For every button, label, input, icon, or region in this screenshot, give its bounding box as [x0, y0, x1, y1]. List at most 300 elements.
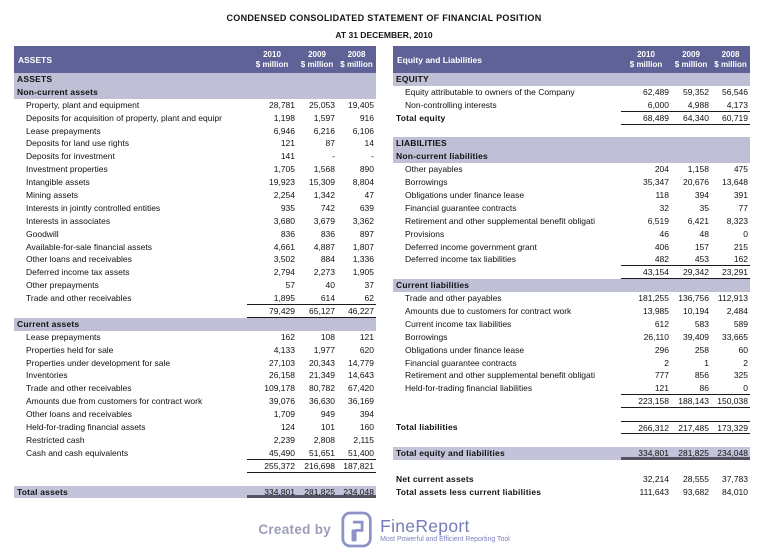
item-row — [393, 318, 750, 331]
value-cell: 136,756 — [678, 293, 709, 304]
value-cell: 281,825 — [304, 486, 335, 497]
unit-label: $ million — [674, 59, 708, 69]
item-row — [14, 434, 376, 447]
item-row — [14, 344, 376, 357]
row-values — [621, 369, 750, 382]
row-values — [621, 241, 750, 254]
value-cell: - — [332, 151, 335, 162]
row-label: Total equity and liabilities — [396, 447, 505, 458]
item-row — [393, 331, 750, 344]
item-row — [14, 331, 376, 344]
row-label: Current assets — [17, 318, 80, 329]
value-cell: 897 — [359, 228, 374, 239]
table-header — [14, 46, 376, 73]
value-cell: 160 — [359, 422, 374, 433]
value-cell: 46,227 — [348, 306, 374, 317]
blank-row — [393, 408, 750, 421]
footer — [0, 511, 768, 548]
item-row — [14, 150, 376, 163]
subtotal-row — [14, 460, 376, 473]
value-cell: 15,309 — [309, 177, 335, 188]
value-cell: 26,158 — [269, 370, 295, 381]
row-values — [247, 357, 376, 370]
item-row — [14, 447, 376, 460]
value-cell: 60,719 — [722, 112, 748, 123]
finereport-logo-icon — [341, 511, 374, 548]
item-row — [393, 176, 750, 189]
year-column-header — [711, 46, 750, 73]
item-row — [14, 163, 376, 176]
finereport-logo[interactable] — [341, 511, 510, 548]
value-cell: 2 — [664, 357, 669, 368]
value-cell: 453 — [694, 254, 709, 265]
value-cell: 62,489 — [643, 86, 669, 97]
row-values — [247, 176, 376, 189]
value-cell: 6,421 — [687, 215, 709, 226]
value-cell: 162 — [733, 254, 748, 265]
item-row — [393, 292, 750, 305]
year-label: 2010 — [637, 49, 655, 59]
value-cell: 1,705 — [273, 164, 295, 175]
row-label: Deposits for land use rights — [26, 138, 129, 149]
item-row — [393, 357, 750, 370]
value-cell: 39,076 — [269, 396, 295, 407]
row-label: Trade and other payables — [405, 293, 502, 304]
row-values — [621, 266, 750, 279]
row-values — [247, 421, 376, 434]
value-cell: 325 — [733, 370, 748, 381]
row-values — [247, 189, 376, 202]
item-row — [393, 202, 750, 215]
value-cell: 4,887 — [313, 241, 335, 252]
item-row — [393, 382, 750, 395]
row-label: Other prepayments — [26, 280, 99, 291]
value-cell: 1,568 — [313, 164, 335, 175]
value-cell: 59,352 — [683, 86, 709, 97]
value-cell: 1,597 — [313, 112, 335, 123]
row-label: Held-for-trading financial liabilities — [405, 383, 533, 394]
row-values — [621, 215, 750, 228]
row-values — [247, 447, 376, 460]
row-label: Deposits for investment — [26, 151, 115, 162]
value-cell: 47 — [364, 190, 374, 201]
row-label: Other payables — [405, 164, 463, 175]
value-cell: 62 — [364, 293, 374, 304]
value-cell: 35,347 — [643, 177, 669, 188]
item-row — [393, 86, 750, 99]
row-values — [247, 292, 376, 305]
item-row — [14, 99, 376, 112]
value-cell: 26,110 — [643, 331, 669, 342]
row-label: Properties under development for sale — [26, 357, 171, 368]
row-values — [247, 253, 376, 266]
row-values — [247, 331, 376, 344]
value-cell: 37,783 — [722, 473, 748, 484]
value-cell: 93,682 — [683, 486, 709, 497]
value-cell: 68,489 — [643, 112, 669, 123]
grand-row — [14, 486, 376, 499]
value-cell: 204 — [654, 164, 669, 175]
value-cell: 101 — [320, 422, 335, 433]
section-row — [14, 86, 376, 99]
value-cell: 394 — [694, 190, 709, 201]
item-row — [14, 279, 376, 292]
unit-label: $ million — [629, 59, 663, 69]
total-row — [393, 421, 750, 434]
value-cell: 1,905 — [352, 267, 374, 278]
value-cell: 777 — [654, 370, 669, 381]
value-cell: 19,923 — [269, 177, 295, 188]
row-label — [393, 266, 621, 279]
value-cell: 79,429 — [269, 306, 295, 317]
value-cell: 33,665 — [722, 331, 748, 342]
row-label: Total assets — [17, 486, 68, 497]
value-cell: 181,255 — [638, 293, 669, 304]
row-label: Intangible assets — [26, 177, 90, 188]
value-cell: 2,115 — [353, 434, 374, 445]
year-label: 2010 — [263, 49, 281, 59]
row-label: LIABILITIES — [396, 138, 447, 149]
item-row — [14, 369, 376, 382]
value-cell: 28,555 — [683, 473, 709, 484]
row-label: EQUITY — [396, 74, 429, 84]
item-row — [393, 215, 750, 228]
value-cell: 3,679 — [313, 215, 335, 226]
value-cell: 6,519 — [647, 215, 669, 226]
value-cell: 8,323 — [726, 215, 748, 226]
item-row — [14, 228, 376, 241]
row-label: Inventories — [26, 370, 68, 381]
year-label: 2008 — [721, 49, 740, 59]
value-cell: 856 — [694, 370, 709, 381]
year-column-header — [247, 46, 297, 73]
item-row — [393, 344, 750, 357]
row-values — [247, 344, 376, 357]
row-values — [621, 112, 750, 125]
report-date-line: AT 31 DECEMBER, 2010 — [335, 30, 433, 40]
value-cell: 20,343 — [309, 357, 335, 368]
row-label: Available-for-sale financial assets — [26, 241, 152, 252]
value-cell: 29,342 — [683, 267, 709, 278]
value-cell: 3,680 — [273, 215, 295, 226]
bold-row — [393, 473, 750, 486]
row-label: Borrowings — [405, 331, 448, 342]
value-cell: 14,643 — [348, 370, 374, 381]
item-row — [14, 189, 376, 202]
row-values — [621, 382, 750, 395]
bold-row — [393, 486, 750, 499]
item-row — [14, 395, 376, 408]
value-cell: 394 — [359, 409, 374, 420]
row-values — [621, 99, 750, 112]
value-cell: 23,291 — [722, 267, 748, 278]
value-cell: 64,340 — [683, 112, 709, 123]
row-values — [247, 305, 376, 318]
row-values — [621, 357, 750, 370]
row-label: Net current assets — [396, 473, 474, 484]
row-values — [247, 99, 376, 112]
row-label: Non-controlling interests — [405, 99, 497, 110]
total-row — [393, 112, 750, 125]
row-label: Financial guarantee contracts — [405, 357, 517, 368]
row-values — [247, 125, 376, 138]
value-cell: 4,173 — [726, 99, 748, 110]
row-label: Mining assets — [26, 190, 78, 201]
value-cell: 121 — [280, 138, 295, 149]
value-cell: 10,194 — [683, 306, 709, 317]
row-label: Trade and other receivables — [26, 293, 132, 304]
row-label: Other loans and receivables — [26, 254, 132, 265]
value-cell: 836 — [320, 228, 335, 239]
value-cell: 2,794 — [273, 267, 295, 278]
value-cell: 6,216 — [313, 125, 335, 136]
row-label: Cash and cash equivalents — [26, 447, 129, 458]
row-label: Investment properties — [26, 164, 108, 175]
row-label: Retirement and other supplemental benefit obligati — [405, 370, 595, 381]
value-cell: 3,362 — [352, 215, 374, 226]
item-row — [393, 241, 750, 254]
table-header-title: ASSETS — [18, 54, 53, 65]
value-cell: 334,801 — [638, 447, 669, 458]
value-cell: 112,913 — [717, 293, 748, 304]
row-label: Obligations under finance lease — [405, 344, 525, 355]
brand-tagline: Most Powerful and Efficient Reporting Tool — [380, 535, 510, 543]
value-cell: 27,103 — [269, 357, 295, 368]
value-cell: 13,648 — [722, 177, 748, 188]
row-values — [247, 215, 376, 228]
value-cell: 19,405 — [348, 99, 374, 110]
row-label: Amounts due from customers for contract work — [26, 396, 203, 407]
blank-row — [393, 125, 750, 138]
equity-liabilities-table — [393, 46, 750, 498]
value-cell: 111,643 — [639, 486, 669, 497]
row-label: Non-current assets — [17, 86, 99, 97]
value-cell: 118 — [655, 190, 669, 201]
year-label: 2009 — [682, 49, 700, 59]
row-values — [247, 382, 376, 395]
item-row — [14, 137, 376, 150]
value-cell: 258 — [694, 344, 709, 355]
section-row — [393, 73, 750, 86]
value-cell: 87 — [325, 138, 335, 149]
row-label: Lease prepayments — [26, 125, 101, 136]
item-row — [14, 292, 376, 305]
value-cell: 14,779 — [348, 357, 374, 368]
row-label: Borrowings — [405, 177, 448, 188]
row-values — [621, 86, 750, 99]
value-cell: 583 — [694, 318, 709, 329]
row-values — [621, 163, 750, 176]
row-label — [14, 305, 247, 318]
row-label: Deferred income government grant — [405, 241, 537, 252]
row-label: Deposits for acquisition of property, plant and equipr — [26, 112, 222, 123]
value-cell: 51,651 — [309, 447, 335, 458]
row-values — [247, 163, 376, 176]
row-values — [247, 228, 376, 241]
value-cell: 56,546 — [722, 86, 748, 97]
row-label: Trade and other receivables — [26, 383, 132, 394]
value-cell: 0 — [743, 383, 748, 394]
value-cell: 1,158 — [687, 164, 709, 175]
value-cell: 46 — [659, 228, 669, 239]
value-cell: 45,490 — [269, 447, 295, 458]
row-label: Held-for-trading financial assets — [26, 422, 146, 433]
value-cell: 35 — [699, 202, 709, 213]
item-row — [14, 125, 376, 138]
value-cell: 2,254 — [273, 190, 295, 201]
value-cell: 266,312 — [638, 423, 669, 434]
row-values — [621, 228, 750, 241]
row-label: Deferred income tax assets — [26, 267, 130, 278]
value-cell: 36,169 — [348, 396, 374, 407]
value-cell: 121 — [359, 331, 374, 342]
row-values — [621, 331, 750, 344]
row-label: Non-current liabilities — [396, 151, 488, 162]
value-cell: 612 — [654, 318, 669, 329]
value-cell: 935 — [280, 202, 295, 213]
value-cell: 1 — [704, 357, 709, 368]
row-values — [621, 292, 750, 305]
value-cell: 216,698 — [304, 460, 335, 471]
value-cell: 3,502 — [273, 254, 295, 265]
row-label: ASSETS — [17, 74, 53, 84]
value-cell: 32 — [659, 202, 669, 213]
value-cell: 949 — [320, 409, 335, 420]
row-values — [247, 137, 376, 150]
value-cell: 162 — [280, 331, 295, 342]
value-cell: 121 — [654, 383, 669, 394]
value-cell: 2 — [743, 357, 748, 368]
item-row — [14, 266, 376, 279]
value-cell: 40 — [325, 280, 335, 291]
row-values — [247, 395, 376, 408]
value-cell: 48 — [699, 228, 709, 239]
section-row — [393, 137, 750, 150]
row-label: Total assets less current liabilities — [396, 486, 542, 497]
value-cell: 57 — [285, 280, 295, 291]
row-label: Current income tax liabilities — [405, 318, 512, 329]
item-row — [14, 241, 376, 254]
unit-label: $ million — [340, 59, 373, 69]
blank-row — [393, 460, 750, 473]
value-cell: 2,273 — [313, 267, 335, 278]
value-cell: 4,133 — [273, 344, 295, 355]
value-cell: 8,804 — [352, 177, 374, 188]
value-cell: 742 — [320, 202, 335, 213]
value-cell: 639 — [359, 202, 374, 213]
value-cell: 1,709 — [273, 409, 295, 420]
row-values — [621, 421, 750, 434]
blank-row — [14, 473, 376, 486]
value-cell: 334,801 — [264, 486, 295, 497]
item-row — [14, 112, 376, 125]
item-row — [393, 99, 750, 112]
value-cell: 14 — [364, 138, 374, 149]
value-cell: 20,676 — [683, 177, 709, 188]
value-cell: 255,372 — [264, 460, 295, 471]
row-values — [247, 241, 376, 254]
row-values — [247, 369, 376, 382]
item-row — [393, 228, 750, 241]
value-cell: 109,178 — [264, 383, 295, 394]
value-cell: 2,239 — [273, 434, 295, 445]
row-values — [247, 112, 376, 125]
row-values — [247, 486, 376, 499]
row-values — [247, 408, 376, 421]
value-cell: 86 — [699, 383, 709, 394]
value-cell: 916 — [359, 112, 374, 123]
value-cell: 620 — [359, 344, 374, 355]
row-values — [621, 486, 750, 499]
value-cell: - — [371, 151, 374, 162]
item-row — [393, 163, 750, 176]
item-row — [14, 215, 376, 228]
value-cell: 108 — [320, 331, 335, 342]
value-cell: 589 — [733, 318, 748, 329]
value-cell: 77 — [738, 202, 748, 213]
value-cell: 4,988 — [687, 99, 709, 110]
unit-label: $ million — [255, 59, 289, 69]
value-cell: 150,038 — [717, 396, 748, 407]
row-label: Properties held for sale — [26, 344, 114, 355]
value-cell: 2,484 — [726, 306, 748, 317]
value-cell: 141 — [280, 151, 295, 162]
value-cell: 234,048 — [343, 486, 374, 497]
brand-name: FineReport — [380, 515, 470, 536]
value-cell: 37 — [364, 280, 374, 291]
row-label: Total equity — [396, 112, 446, 123]
value-cell: 157 — [694, 241, 709, 252]
row-values — [621, 395, 750, 408]
value-cell: 6,000 — [647, 99, 669, 110]
value-cell: 84,010 — [722, 486, 748, 497]
section-row — [393, 279, 750, 292]
row-values — [621, 305, 750, 318]
unit-label: $ million — [714, 59, 747, 69]
value-cell: 836 — [280, 228, 295, 239]
grand-row — [393, 447, 750, 460]
value-cell: 173,329 — [717, 423, 748, 434]
value-cell: 13,985 — [643, 306, 669, 317]
value-cell: 406 — [654, 241, 669, 252]
value-cell: 1,198 — [273, 112, 295, 123]
item-row — [393, 253, 750, 266]
item-row — [14, 421, 376, 434]
section-row — [393, 150, 750, 163]
row-label: Goodwill — [26, 228, 59, 239]
year-column-header — [671, 46, 711, 73]
value-cell: 187,821 — [343, 460, 374, 471]
value-cell: 43,154 — [643, 267, 669, 278]
row-label: Equity attributable to owners of the Company — [405, 86, 575, 97]
subtotal-row — [393, 266, 750, 279]
row-values — [621, 176, 750, 189]
value-cell: 51,400 — [348, 447, 374, 458]
item-row — [393, 189, 750, 202]
row-values — [247, 202, 376, 215]
row-values — [621, 253, 750, 266]
item-row — [393, 369, 750, 382]
unit-label: $ million — [300, 59, 334, 69]
value-cell: 32,214 — [643, 473, 669, 484]
row-label: Retirement and other supplemental benefit obligati — [405, 215, 595, 226]
row-label: Total liabilities — [396, 422, 458, 433]
value-cell: 67,420 — [348, 383, 374, 394]
row-label: Interests in jointly controlled entities — [26, 202, 161, 213]
year-column-header — [297, 46, 337, 73]
row-label: Current liabilities — [396, 280, 470, 291]
row-values — [621, 447, 750, 460]
